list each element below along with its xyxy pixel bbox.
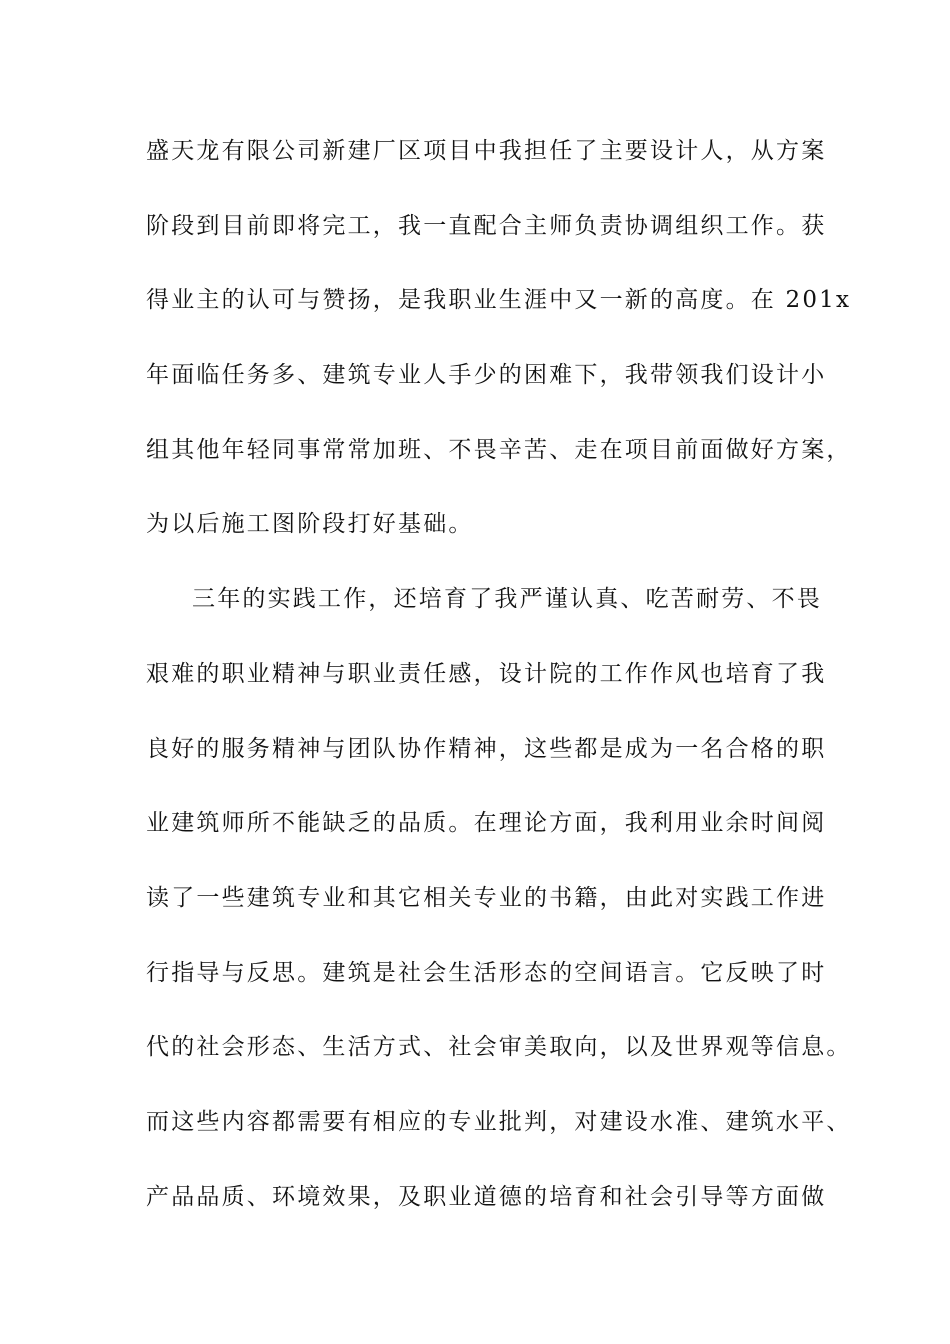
body-text [146, 128, 852, 1248]
text-line: 产品品质、环境效果，及职业道德的培育和社会引导等方面做 [146, 1183, 827, 1210]
text-line: 组其他年轻同事常常加班、不畏辛苦、走在项目前面做好方案， [146, 436, 852, 463]
text-line: 年面临任务多、建筑专业人手少的困难下，我带领我们设计小 [146, 362, 827, 389]
text-line: 业建筑师所不能缺乏的品质。在理论方面，我利用业余时间阅 [146, 810, 827, 837]
text-line: 良好的服务精神与团队协作精神，这些都是成为一名合格的职 [146, 735, 827, 762]
text-line: 得业主的认可与赞扬，是我职业生涯中又一新的高度。在 201x [146, 287, 852, 314]
paragraph-start-line: 三年的实践工作，还培育了我严谨认真、吃苦耐劳、不畏 [192, 586, 822, 613]
text-line: 艰难的职业精神与职业责任感，设计院的工作作风也培育了我 [146, 660, 827, 687]
text-line: 行指导与反思。建筑是社会生活形态的空间语言。它反映了时 [146, 959, 827, 986]
text-line: 读了一些建筑专业和其它相关专业的书籍，由此对实践工作进 [146, 884, 827, 911]
text-line: 为以后施工图阶段打好基础。 [146, 511, 474, 538]
text-line: 而这些内容都需要有相应的专业批判，对建设水准、建筑水平、 [146, 1108, 852, 1135]
text-line: 代的社会形态、生活方式、社会审美取向，以及世界观等信息。 [146, 1034, 852, 1061]
text-line: 阶段到目前即将完工，我一直配合主师负责协调组织工作。获 [146, 212, 827, 239]
text-line: 盛天龙有限公司新建厂区项目中我担任了主要设计人，从方案 [146, 138, 827, 164]
